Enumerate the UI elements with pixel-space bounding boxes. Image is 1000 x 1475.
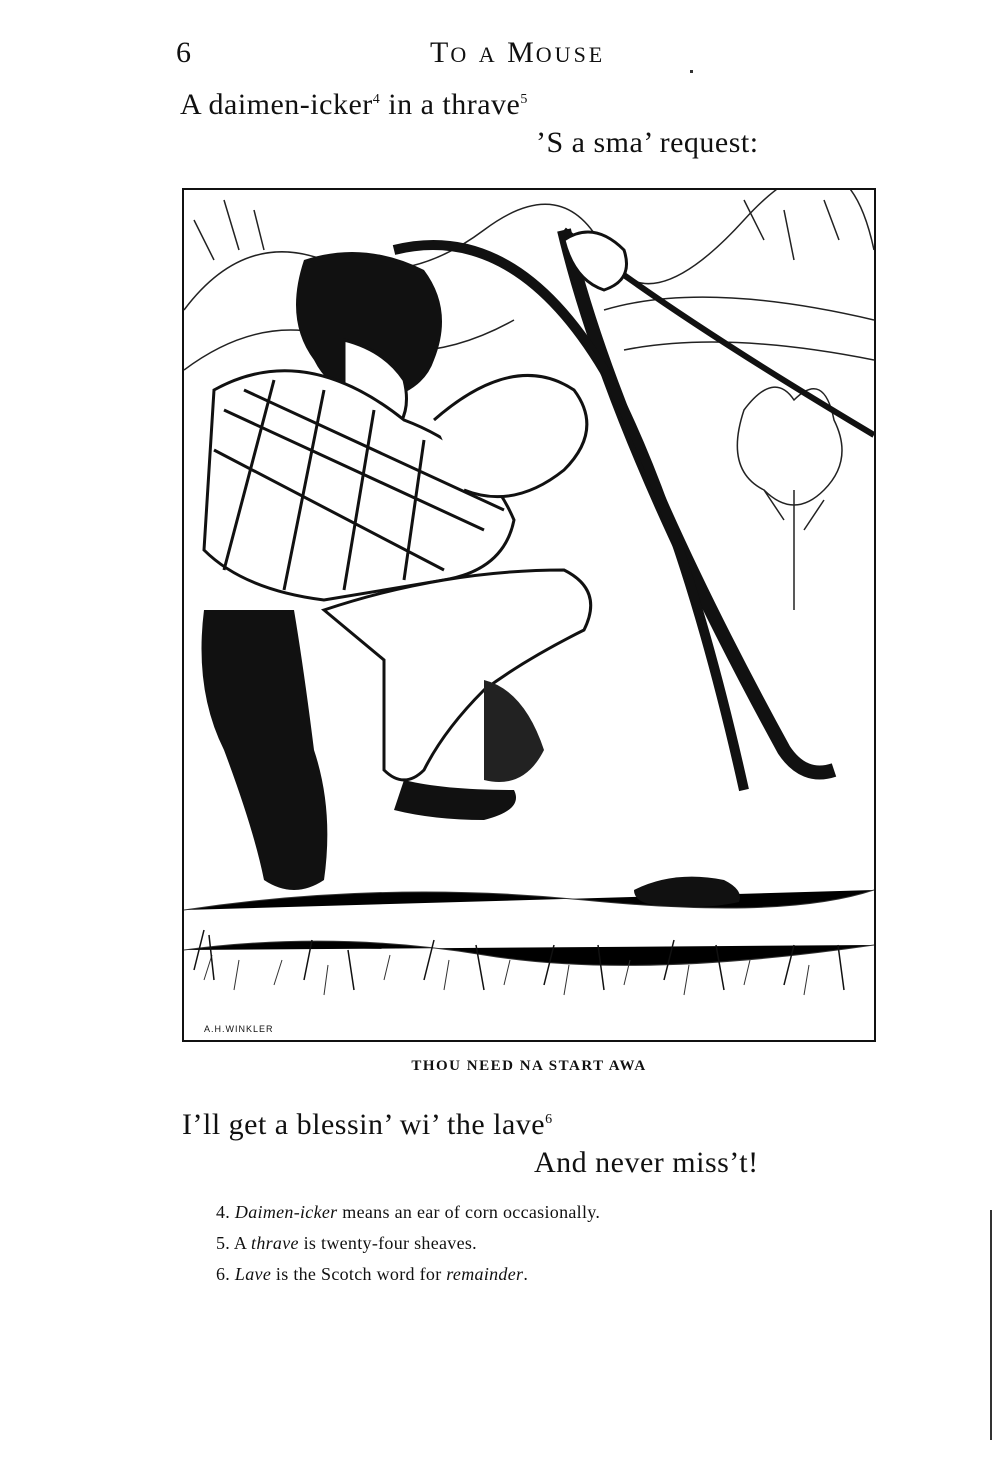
running-head-a: A <box>478 42 498 67</box>
footnote-ref-4: 4 <box>372 92 381 107</box>
scan-dot <box>690 70 693 73</box>
running-head-mouse <box>507 36 605 69</box>
footnote-text: is twenty-four sheaves. <box>298 1233 477 1253</box>
footnote-number: 5. <box>216 1233 231 1253</box>
verse-line-3 <box>182 1108 553 1142</box>
verse-line-1-text: A daimen-icker <box>180 88 373 121</box>
verse-line-4: And never miss’t! <box>534 1146 759 1179</box>
running-head-to-rest: O <box>450 42 470 67</box>
footnote-term-2: remainder <box>446 1264 524 1284</box>
footnote-prefix: A <box>233 1233 252 1253</box>
footnote-5 <box>216 1233 477 1254</box>
footnote-text: means an ear of corn occasionally. <box>337 1202 601 1222</box>
verse-line-2: ’S a sma’ request: <box>536 126 759 159</box>
footnote-term: Daimen-icker <box>234 1202 338 1222</box>
scan-mark <box>990 1210 992 1440</box>
pen-drawing-man-with-scythe <box>184 190 874 1040</box>
footnote-4 <box>216 1202 600 1223</box>
running-head-to-initial: T <box>430 36 451 69</box>
footnote-ref-6: 6 <box>545 1112 553 1127</box>
footnote-ref-5: 5 <box>520 92 528 107</box>
verse-line-3-text: I’ll get a blessin’ wi’ the lave <box>182 1108 546 1141</box>
verse-line-1-mid: in a thrave <box>380 88 521 121</box>
artist-signature: A.H.WINKLER <box>204 1024 274 1034</box>
footnote-number: 6. <box>216 1264 231 1284</box>
running-head-mouse-initial: M <box>507 36 536 69</box>
footnote-text: is the Scotch word for <box>271 1264 447 1284</box>
footnote-term: thrave <box>251 1233 299 1253</box>
running-head-to <box>430 36 469 69</box>
footnote-6 <box>216 1264 528 1285</box>
footnote-end: . <box>523 1264 529 1284</box>
running-head <box>430 36 605 70</box>
illustration-caption: THOU NEED NA START AWA <box>411 1058 647 1074</box>
page-number: 6 <box>176 36 191 69</box>
running-head-mouse-rest: OUSE <box>535 42 606 67</box>
footnote-number: 4. <box>216 1202 231 1222</box>
verse-line-1 <box>180 88 528 122</box>
illustration <box>182 188 876 1042</box>
footnote-term: Lave <box>234 1264 272 1284</box>
